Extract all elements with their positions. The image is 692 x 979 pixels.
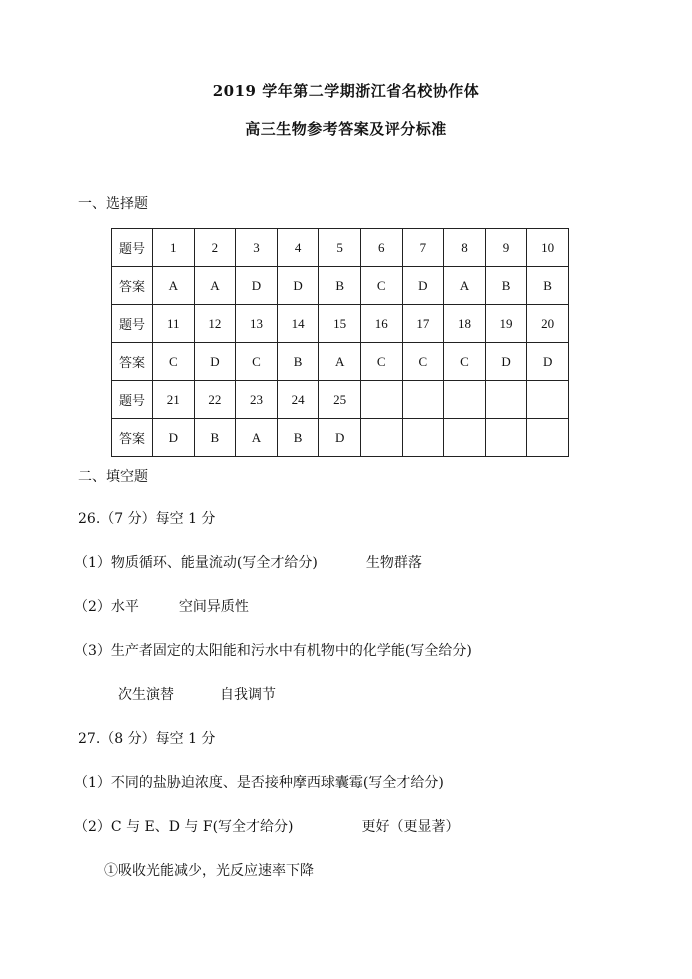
row-label: 题号 <box>112 381 153 419</box>
row-label: 题号 <box>112 305 153 343</box>
q26-answer-2-extra: 空间异质性 <box>178 599 249 615</box>
table-cell: C <box>360 343 402 381</box>
table-cell: B <box>319 267 361 305</box>
q27-answer-2-text: （2）C 与 E、D 与 F(写全才给分) <box>74 819 294 835</box>
table-cell: 21 <box>153 381 195 419</box>
table-cell <box>444 381 486 419</box>
table-cell: A <box>319 343 361 381</box>
table-row <box>112 229 569 267</box>
table-cell: A <box>153 267 195 305</box>
table-cell: B <box>277 419 319 457</box>
table-cell <box>444 419 486 457</box>
table-cell <box>485 381 527 419</box>
table-cell: D <box>319 419 361 457</box>
table-cell: D <box>527 343 569 381</box>
table-cell: C <box>153 343 195 381</box>
q27-heading: 27.（8 分）每空 1 分 <box>78 731 216 747</box>
table-cell <box>360 419 402 457</box>
table-cell: 2 <box>194 229 236 267</box>
document-subtitle: 高三生物参考答案及评分标准 <box>245 120 447 138</box>
section-heading-choice: 一、选择题 <box>78 196 148 212</box>
table-cell: 25 <box>319 381 361 419</box>
table-cell: D <box>402 267 444 305</box>
q26-answer-1-extra: 生物群落 <box>365 555 422 571</box>
table-cell: 22 <box>194 381 236 419</box>
table-cell <box>527 419 569 457</box>
row-label: 题号 <box>112 229 153 267</box>
table-cell: C <box>402 343 444 381</box>
table-cell: D <box>277 267 319 305</box>
table-cell: A <box>444 267 486 305</box>
table-cell: A <box>194 267 236 305</box>
q26-answer-3-extra <box>118 684 276 704</box>
table-row <box>112 419 569 457</box>
table-cell <box>485 419 527 457</box>
table-cell: B <box>527 267 569 305</box>
table-cell <box>360 381 402 419</box>
table-row <box>112 381 569 419</box>
table-cell: 16 <box>360 305 402 343</box>
q26-answer-1 <box>74 552 422 572</box>
table-cell: 14 <box>277 305 319 343</box>
q27-answer-2 <box>74 816 460 836</box>
table-cell: D <box>485 343 527 381</box>
q26-answer-3: （3）生产者固定的太阳能和污水中有机物中的化学能(写全给分) <box>74 643 472 659</box>
section-heading-fill: 二、填空题 <box>78 469 148 485</box>
table-cell: 18 <box>444 305 486 343</box>
table-cell: 1 <box>153 229 195 267</box>
table-cell: D <box>236 267 278 305</box>
table-cell: 7 <box>402 229 444 267</box>
table-cell: 9 <box>485 229 527 267</box>
table-cell: A <box>236 419 278 457</box>
table-cell: 23 <box>236 381 278 419</box>
table-cell: 13 <box>236 305 278 343</box>
table-cell: B <box>485 267 527 305</box>
table-row <box>112 343 569 381</box>
table-cell: B <box>277 343 319 381</box>
row-label: 答案 <box>112 267 153 305</box>
answer-table <box>111 228 569 457</box>
row-label: 答案 <box>112 343 153 381</box>
table-cell <box>402 419 444 457</box>
table-cell: 5 <box>319 229 361 267</box>
q27-answer-1: （1）不同的盐胁迫浓度、是否接种摩西球囊霉(写全才给分) <box>74 775 444 791</box>
table-cell <box>402 381 444 419</box>
table-cell: C <box>444 343 486 381</box>
table-cell: B <box>194 419 236 457</box>
q27-answer-2-extra: 更好（更显著） <box>361 819 460 835</box>
q27-answer-3: ①吸收光能减少，光反应速率下降 <box>104 863 314 879</box>
q26-answer-2-text: （2）水平 <box>74 599 139 615</box>
q26-answer-2 <box>74 596 249 616</box>
table-row <box>112 267 569 305</box>
row-label: 答案 <box>112 419 153 457</box>
table-cell: 3 <box>236 229 278 267</box>
q26-answer-1-text: （1）物质循环、能量流动(写全才给分) <box>74 555 318 571</box>
table-cell: 24 <box>277 381 319 419</box>
table-cell: C <box>236 343 278 381</box>
table-cell: D <box>194 343 236 381</box>
table-cell: C <box>360 267 402 305</box>
table-cell: 10 <box>527 229 569 267</box>
table-cell: 19 <box>485 305 527 343</box>
q26-answer-3-b: 次生演替 <box>118 687 174 703</box>
table-cell <box>527 381 569 419</box>
table-cell: 8 <box>444 229 486 267</box>
table-cell: 12 <box>194 305 236 343</box>
document-title: 2019 学年第二学期浙江省名校协作体 <box>212 82 480 100</box>
table-cell: 20 <box>527 305 569 343</box>
table-cell: 4 <box>277 229 319 267</box>
table-cell: 11 <box>153 305 195 343</box>
table-row <box>112 305 569 343</box>
table-cell: D <box>153 419 195 457</box>
q26-heading: 26.（7 分）每空 1 分 <box>78 511 216 527</box>
table-cell: 15 <box>319 305 361 343</box>
table-cell: 6 <box>360 229 402 267</box>
table-cell: 17 <box>402 305 444 343</box>
q26-answer-3-c: 自我调节 <box>220 687 276 703</box>
